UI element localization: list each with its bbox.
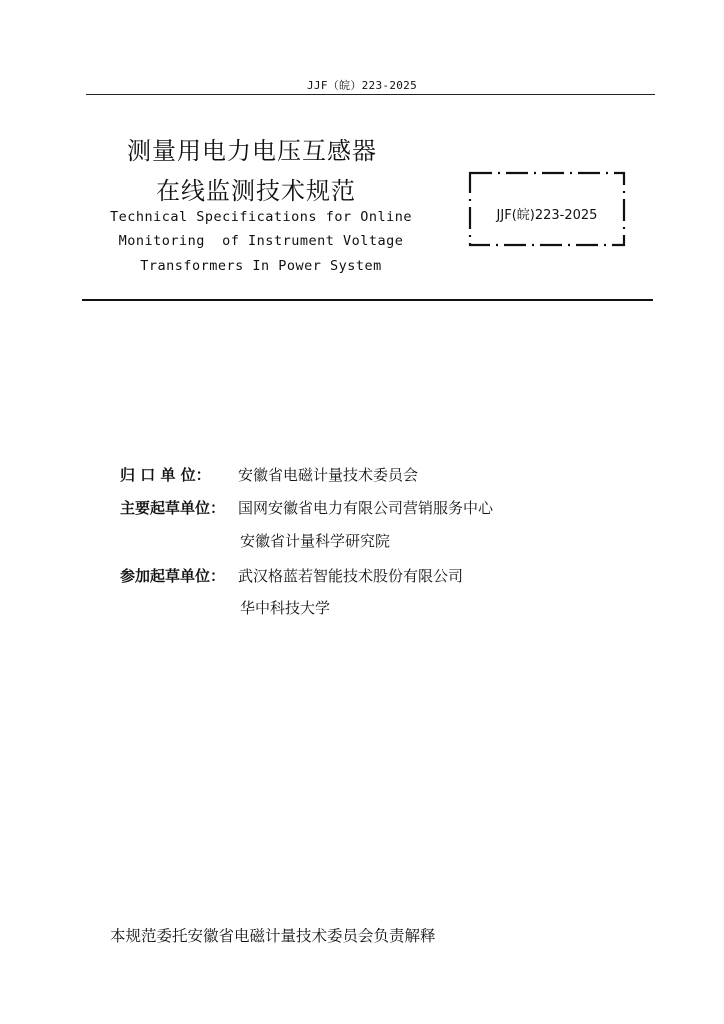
responsible-unit-label: 归 口 单 位： (120, 466, 211, 484)
responsible-unit-row (120, 464, 418, 485)
main-drafting-label: 主要起草单位： (120, 499, 226, 517)
main-rule (82, 299, 653, 301)
title-cn-line2: 在线监测技术规范 (156, 177, 356, 205)
responsible-unit-value: 安徽省电磁计量技术委员会 (238, 466, 419, 484)
code-box (468, 171, 626, 247)
title-en-line2: Monitoring of Instrument Voltage (118, 233, 404, 249)
participating-drafting-row (120, 565, 463, 586)
code-box-text: JJF(皖)223-2025 (496, 208, 598, 223)
participating-drafting-value-1: 武汉格蓝若智能技术股份有限公司 (238, 567, 464, 585)
participating-drafting-label: 参加起草单位： (120, 567, 226, 585)
main-drafting-row (120, 497, 493, 518)
header-rule (86, 94, 655, 95)
participating-drafting-value-2: 华中科技大学 (240, 599, 331, 617)
header-code: JJF（皖）223-2025 (306, 79, 418, 92)
title-cn-line1: 测量用电力电压互感器 (127, 137, 377, 165)
main-drafting-value-1: 国网安徽省电力有限公司营销服务中心 (238, 499, 494, 517)
title-en-line3: Transformers In Power System (140, 258, 382, 274)
main-drafting-value-2: 安徽省计量科学研究院 (240, 532, 391, 550)
footer-note: 本规范委托安徽省电磁计量技术委员会负责解释 (110, 927, 436, 945)
title-en-line1: Technical Specifications for Online (110, 209, 412, 225)
